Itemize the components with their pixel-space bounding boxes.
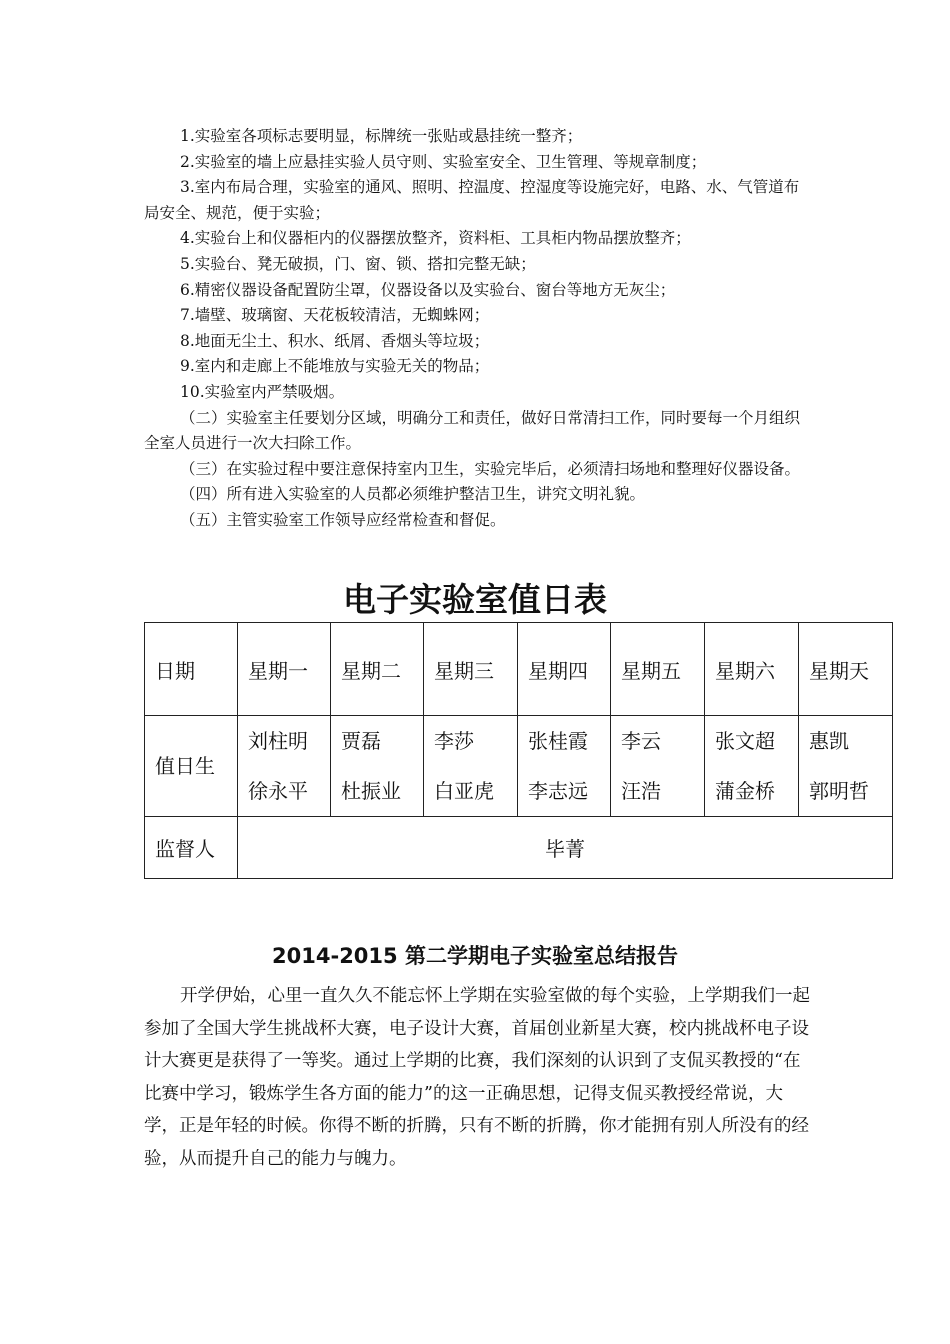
header-cell-saturday: 星期六	[705, 623, 799, 716]
duty-person: 贾磊	[341, 729, 381, 753]
lab-hygiene-rules	[144, 124, 814, 534]
duty-person: 张文超	[715, 729, 775, 753]
rule-paragraph: （五）主管实验室工作领导应经常检查和督促。	[180, 510, 506, 529]
duty-cell-monday	[238, 716, 331, 817]
duty-schedule-table	[144, 622, 893, 879]
duty-label-cell: 值日生	[145, 716, 238, 817]
duty-cell-thursday	[518, 716, 611, 817]
header-cell-monday: 星期一	[238, 623, 331, 716]
rule-item: 7.墙壁、玻璃窗、天花板较清洁，无蜘蛛网；	[180, 306, 490, 325]
supervisor-row	[145, 817, 893, 879]
header-cell-friday: 星期五	[611, 623, 705, 716]
duty-cell-friday	[611, 716, 705, 817]
rule-item: 5.实验台、凳无破损，门、窗、锁、搭扣完整无缺；	[180, 254, 536, 273]
duty-row	[145, 716, 893, 817]
rule-paragraph: （三）在实验过程中要注意保持室内卫生，实验完毕后，必须清扫场地和整理好仪器设备。	[180, 459, 801, 478]
duty-cell-wednesday	[424, 716, 518, 817]
duty-person: 李志远	[528, 779, 588, 803]
rule-paragraph: （四）所有进入实验室的人员都必须维护整洁卫生，讲究文明礼貌。	[180, 485, 646, 504]
supervisor-label-cell: 监督人	[145, 817, 238, 879]
duty-cell-saturday	[705, 716, 799, 817]
duty-cell-sunday	[799, 716, 893, 817]
rule-item: 4.实验台上和仪器柜内的仪器摆放整齐，资料柜、工具柜内物品摆放整齐；	[180, 229, 691, 248]
duty-cell-tuesday	[331, 716, 424, 817]
rule-item: 6.精密仪器设备配置防尘罩，仪器设备以及实验台、窗台等地方无灰尘；	[180, 280, 676, 299]
duty-person: 张桂霞	[528, 729, 588, 753]
duty-person: 李云	[621, 729, 661, 753]
header-cell-date: 日期	[145, 623, 238, 716]
rule-paragraph: （二）实验室主任要划分区域，明确分工和责任，做好日常清扫工作，同时要每一个月组织全室人员进行一次大扫除工作。	[144, 408, 801, 453]
rule-item: 8.地面无尘土、积水、纸屑、香烟头等垃圾；	[180, 331, 490, 350]
report-body: 开学伊始，心里一直久久不能忘怀上学期在实验室做的每个实验，上学期我们一起参加了全国大学生挑战杯大赛，电子设计大赛，首届创业新星大赛，校内挑战杯电子设计大赛更是获得了一等奖。通过上学期的比赛，我们深刻的认识到了支侃买教授的“在比赛中学习，锻炼学生各方面的能力”的这一正确思想，记得支侃买教授经常说，大学，正是年轻的时候。你得不断的折腾，只有不断的折腾，你才能拥有别人所没有的经验，从而提升自己的能力与魄力。	[144, 986, 810, 1169]
header-cell-thursday: 星期四	[518, 623, 611, 716]
header-cell-sunday: 星期天	[799, 623, 893, 716]
duty-person: 徐永平	[248, 779, 308, 803]
duty-person: 白亚虎	[434, 779, 494, 803]
rule-item: 9.室内和走廊上不能堆放与实验无关的物品；	[180, 357, 490, 376]
duty-person: 蒲金桥	[715, 779, 775, 803]
rule-item: 3.室内布局合理，实验室的通风、照明、控温度、控湿度等设施完好，电路、水、气管道布局安全、规范，便于实验；	[144, 178, 800, 222]
table-header-row	[145, 623, 893, 716]
duty-table-title: 电子实验室值日表	[343, 580, 607, 619]
rule-item: 10.实验室内严禁吸烟。	[180, 382, 345, 401]
duty-person: 李莎	[434, 729, 474, 753]
header-cell-tuesday: 星期二	[331, 623, 424, 716]
duty-person: 惠凯	[809, 729, 849, 753]
duty-person: 郭明哲	[809, 779, 869, 803]
duty-person: 刘柱明	[248, 729, 308, 753]
duty-person: 汪浩	[621, 779, 661, 803]
header-cell-wednesday: 星期三	[424, 623, 518, 716]
supervisor-name-cell: 毕菁	[238, 817, 893, 879]
duty-person: 杜振业	[341, 779, 401, 803]
report-title: 2014-2015 第二学期电子实验室总结报告	[272, 944, 678, 968]
rule-item: 1.实验室各项标志要明显，标牌统一张贴或悬挂统一整齐；	[180, 127, 583, 145]
rule-item: 2.实验室的墙上应悬挂实验人员守则、实验室安全、卫生管理、等规章制度；	[180, 152, 707, 171]
